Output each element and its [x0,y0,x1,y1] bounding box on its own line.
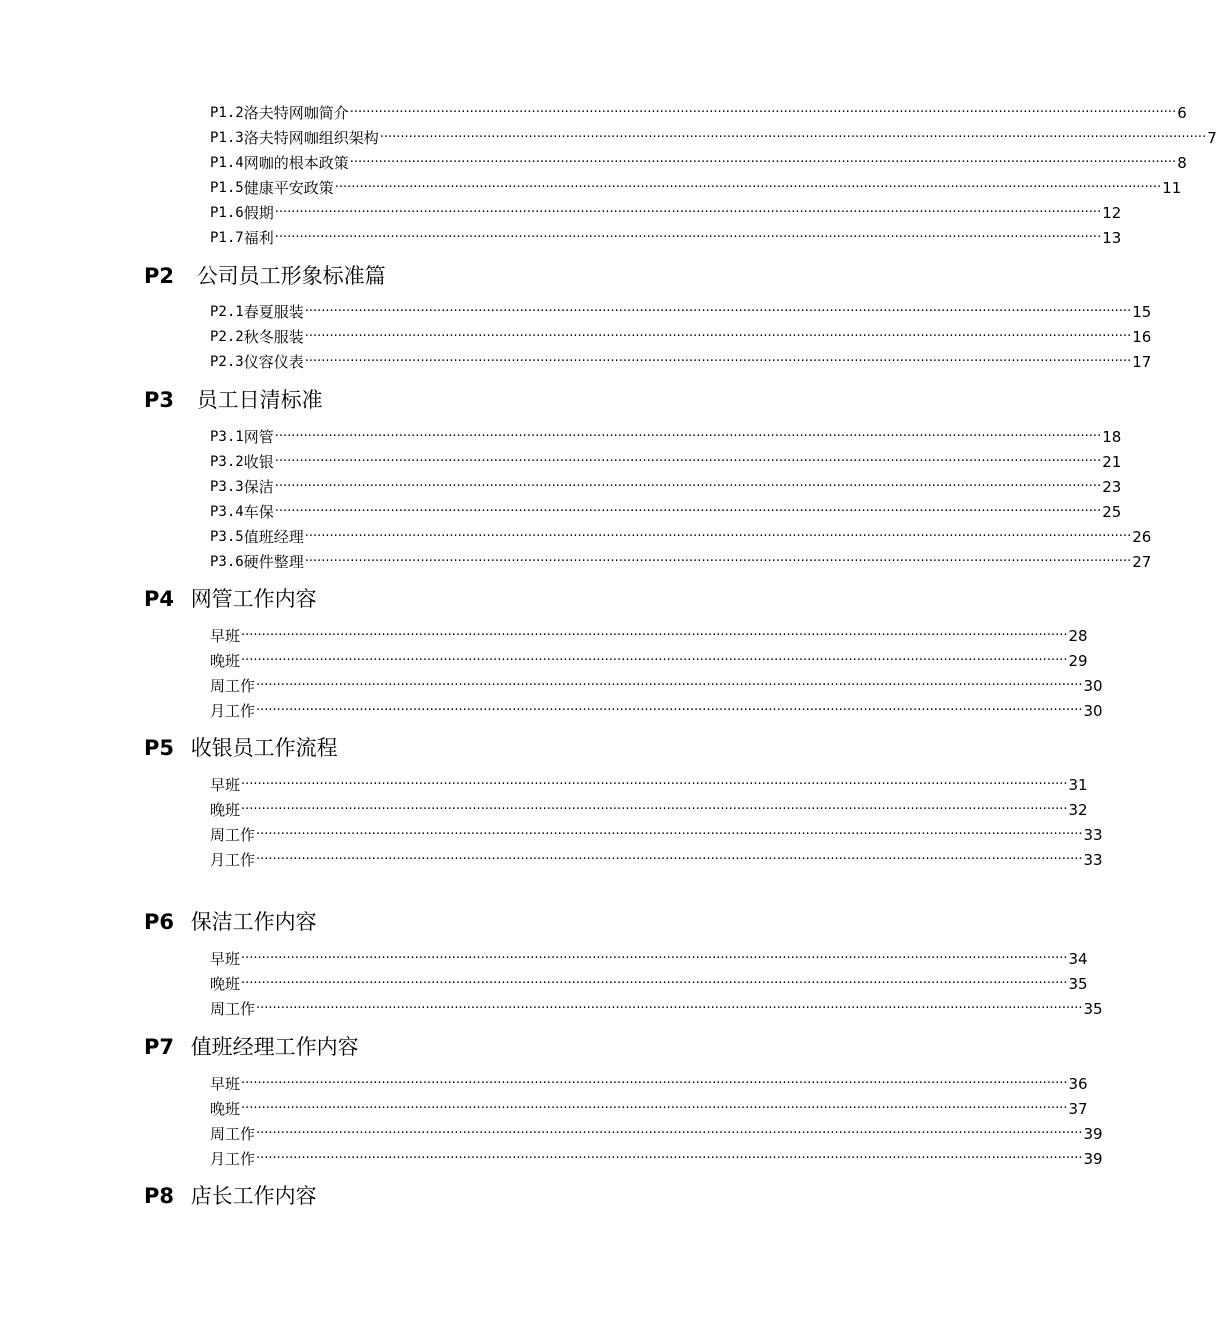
dot-leader: ········································································································································································································ [334,180,1162,195]
toc-entry[interactable] [210,550,1152,574]
toc-entry[interactable] [210,1072,1088,1096]
entry-label: 晚班 [210,801,241,819]
dot-leader: ········································································································································································································ [304,329,1132,344]
entry-page-number: 31 [1068,776,1088,794]
section-title-text: 店长工作内容 [190,1184,317,1208]
toc-entry[interactable] [210,176,1182,200]
dot-leader: ········································································································································································································ [241,1076,1068,1091]
entry-page-number: 13 [1102,229,1122,247]
dot-leader: ········································································································································································································ [241,951,1068,966]
dot-leader: ········································································································································································································ [274,479,1102,494]
dot-leader: ········································································································································································································ [256,1001,1083,1016]
entry-page-number: 35 [1083,1000,1103,1018]
section-number: P2 [144,264,175,288]
entry-label: 周工作 [210,1000,256,1018]
entry-label: 秋冬服装 [243,328,304,346]
dot-leader: ········································································································································································································ [274,504,1102,519]
entry-page-number: 26 [1132,528,1152,546]
section-title-text: 收银员工作流程 [190,736,338,760]
entry-label: 假期 [243,204,274,222]
section-heading[interactable] [144,261,386,291]
entry-page-number: 28 [1068,627,1088,645]
toc-entry[interactable] [210,1122,1103,1146]
dot-leader: ········································································································································································································ [274,230,1102,245]
section-heading[interactable] [144,385,323,415]
entry-label: 车保 [243,503,274,521]
entry-code: P1.5 [210,180,244,196]
entry-code: P1.2 [210,105,244,121]
dot-leader: ········································································································································································································ [274,429,1102,444]
entry-page-number: 18 [1102,428,1122,446]
dot-leader: ········································································································································································································ [241,653,1068,668]
entry-code: P1.6 [210,205,244,221]
entry-page-number: 30 [1083,677,1103,695]
section-heading[interactable] [144,1181,317,1211]
entry-label: 早班 [210,627,241,645]
entry-page-number: 15 [1132,303,1152,321]
toc-entry[interactable] [210,425,1122,449]
entry-page-number: 25 [1102,503,1122,521]
entry-label: 福利 [243,229,274,247]
section-number: P7 [144,1035,175,1059]
section-title-text: 保洁工作内容 [190,910,317,934]
toc-entry[interactable] [210,350,1152,374]
dot-leader: ········································································································································································································ [241,628,1068,643]
entry-label: 晚班 [210,975,241,993]
entry-page-number: 12 [1102,204,1122,222]
dot-leader: ········································································································································································································ [304,354,1132,369]
entry-code: P2.3 [210,354,244,370]
section-heading[interactable] [144,907,317,937]
entry-page-number: 16 [1132,328,1152,346]
dot-leader: ········································································································································································································ [379,130,1207,145]
entry-label: 网咖的根本政策 [243,154,349,172]
section-title-text: 值班经理工作内容 [190,1035,359,1059]
entry-label: 网管 [243,428,274,446]
dot-leader: ········································································································································································································ [241,802,1068,817]
dot-leader: ········································································································································································································ [256,703,1083,718]
toc-entry[interactable] [210,525,1152,549]
entry-label: 收银 [243,453,274,471]
toc-entry[interactable] [210,972,1088,996]
entry-page-number: 6 [1177,104,1187,122]
dot-leader: ········································································································································································································ [256,1126,1083,1141]
entry-code: P2.1 [210,304,244,320]
dot-leader: ········································································································································································································ [274,454,1102,469]
dot-leader: ········································································································································································································ [256,827,1083,842]
entry-label: 洛夫特网咖简介 [243,104,349,122]
entry-page-number: 32 [1068,801,1088,819]
section-number: P8 [144,1184,175,1208]
entry-code: P3.4 [210,504,244,520]
toc-entry[interactable] [210,1147,1103,1171]
section-number: P3 [144,388,175,412]
entry-label: 洛夫特网咖组织架构 [243,129,379,147]
entry-page-number: 30 [1083,702,1103,720]
entry-page-number: 21 [1102,453,1122,471]
entry-page-number: 7 [1207,129,1217,147]
toc-entry[interactable] [210,649,1088,673]
toc-entry[interactable] [210,101,1187,125]
entry-page-number: 8 [1177,154,1187,172]
entry-page-number: 33 [1083,826,1103,844]
toc-entry[interactable] [210,947,1088,971]
entry-code: P1.3 [210,130,244,146]
toc-entry[interactable] [210,450,1122,474]
entry-page-number: 35 [1068,975,1088,993]
entry-label: 仪容仪表 [243,353,304,371]
dot-leader: ········································································································································································································ [349,105,1177,120]
toc-entry[interactable] [210,773,1088,797]
entry-page-number: 11 [1162,179,1182,197]
section-title-text: 员工日清标准 [196,388,323,412]
entry-page-number: 34 [1068,950,1088,968]
entry-page-number: 17 [1132,353,1152,371]
entry-page-number: 27 [1132,553,1152,571]
entry-page-number: 36 [1068,1075,1088,1093]
entry-code: P1.4 [210,155,244,171]
dot-leader: ········································································································································································································ [304,554,1132,569]
entry-label: 月工作 [210,1150,256,1168]
section-title-text: 公司员工形象标准篇 [196,264,386,288]
dot-leader: ········································································································································································································ [241,777,1068,792]
entry-code: P3.5 [210,529,244,545]
entry-label: 月工作 [210,702,256,720]
toc-entry[interactable] [210,674,1103,698]
toc-entry[interactable] [210,300,1152,324]
entry-label: 保洁 [243,478,274,496]
entry-page-number: 39 [1083,1150,1103,1168]
dot-leader: ········································································································································································································ [241,1101,1068,1116]
section-number: P4 [144,587,175,611]
entry-page-number: 39 [1083,1125,1103,1143]
dot-leader: ········································································································································································································ [349,155,1177,170]
toc-entry[interactable] [210,699,1103,723]
entry-label: 硬件整理 [243,553,304,571]
entry-code: P2.2 [210,329,244,345]
entry-label: 周工作 [210,826,256,844]
toc-entry[interactable] [210,1097,1088,1121]
entry-page-number: 37 [1068,1100,1088,1118]
section-number: P5 [144,736,175,760]
entry-code: P3.3 [210,479,244,495]
dot-leader: ········································································································································································································ [304,304,1132,319]
dot-leader: ········································································································································································································ [241,976,1068,991]
toc-entry[interactable] [210,201,1122,225]
entry-label: 值班经理 [243,528,304,546]
toc-entry[interactable] [210,475,1122,499]
toc-entry[interactable] [210,500,1122,524]
toc-entry[interactable] [210,798,1088,822]
toc-entry[interactable] [210,624,1088,648]
entry-label: 月工作 [210,851,256,869]
toc-entry[interactable] [210,997,1103,1021]
entry-code: P3.6 [210,554,244,570]
entry-label: 早班 [210,776,241,794]
entry-label: 春夏服装 [243,303,304,321]
entry-label: 早班 [210,1075,241,1093]
dot-leader: ········································································································································································································ [256,852,1083,867]
dot-leader: ········································································································································································································ [274,205,1102,220]
entry-label: 早班 [210,950,241,968]
entry-page-number: 33 [1083,851,1103,869]
toc-entry[interactable] [210,151,1187,175]
entry-label: 晚班 [210,652,241,670]
entry-code: P3.2 [210,454,244,470]
entry-label: 周工作 [210,677,256,695]
entry-page-number: 23 [1102,478,1122,496]
section-heading[interactable] [144,584,317,614]
entry-code: P3.1 [210,429,244,445]
toc-entry[interactable] [210,823,1103,847]
section-number: P6 [144,910,175,934]
toc-entry[interactable] [210,848,1103,872]
section-heading[interactable] [144,1032,359,1062]
toc-entry[interactable] [210,126,1217,150]
entry-label: 晚班 [210,1100,241,1118]
entry-label: 周工作 [210,1125,256,1143]
dot-leader: ········································································································································································································ [256,1151,1083,1166]
toc-entry[interactable] [210,226,1122,250]
dot-leader: ········································································································································································································ [304,529,1132,544]
entry-code: P1.7 [210,230,244,246]
entry-label: 健康平安政策 [243,179,334,197]
section-heading[interactable] [144,733,338,763]
toc-entry[interactable] [210,325,1152,349]
entry-page-number: 29 [1068,652,1088,670]
section-title-text: 网管工作内容 [190,587,317,611]
dot-leader: ········································································································································································································ [256,678,1083,693]
